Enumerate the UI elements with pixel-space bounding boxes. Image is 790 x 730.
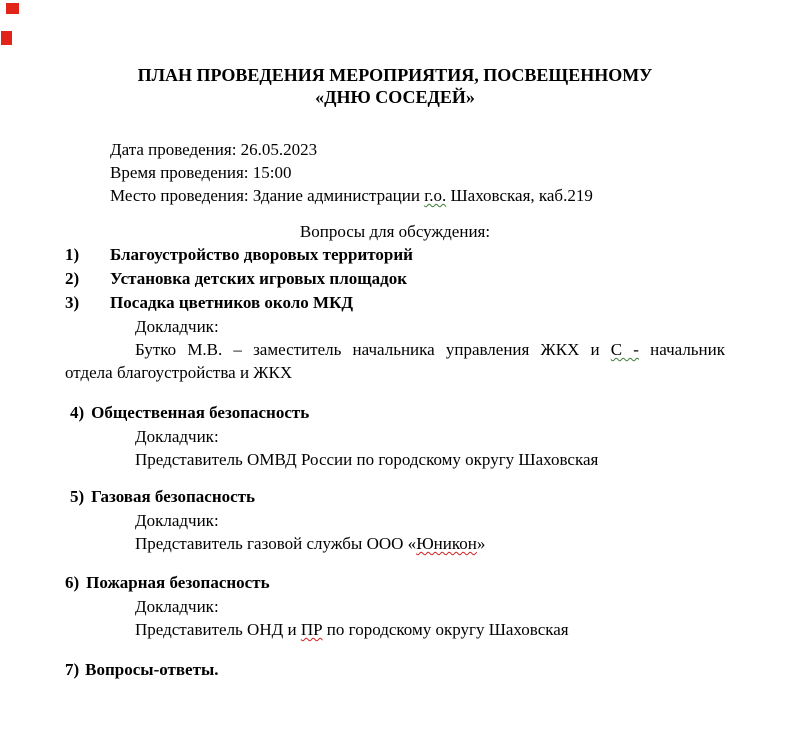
agenda-item-2-number: 2): [65, 269, 80, 288]
speaker-5-segment-2: »: [476, 534, 486, 553]
event-place-line: [110, 184, 790, 207]
red-marker-left-edge: [1, 31, 12, 45]
agenda-item-6-number: 6): [65, 573, 80, 592]
agenda-item-4-number: 4): [70, 403, 85, 422]
document-title-line-2: «ДНЮ СОСЕДЕЙ»: [315, 87, 475, 107]
agenda-item-3-speaker-line-1: [65, 338, 725, 361]
agenda-item-3-speaker-label: Докладчик:: [135, 317, 219, 336]
speaker-6-segment-1: Представитель ОНД и: [135, 620, 301, 639]
agenda-item-4-label: Общественная безопасность: [91, 403, 310, 422]
agenda-item-7: [65, 658, 790, 682]
agenda-item-6-speaker-text: [135, 618, 790, 641]
agenda-item-3-speaker-line-2: отдела благоустройства и ЖКХ: [65, 363, 293, 382]
speaker-5-segment-1: Представитель газовой службы ООО «: [135, 534, 417, 553]
agenda-item-1: [0, 243, 790, 267]
speaker-6-segment-2: по городскому округу Шаховская: [322, 620, 569, 639]
agenda-item-5-label: Газовая безопасность: [91, 487, 256, 506]
speaker-3-spellcheck-segment: С -: [610, 340, 639, 359]
document-title: [0, 0, 790, 108]
speaker-3-segment-2: начальник: [638, 340, 726, 359]
agenda-item-2: [0, 267, 790, 291]
agenda-item-6: [65, 571, 790, 595]
event-date-line: Дата проведения: 26.05.2023: [110, 140, 318, 159]
agenda-item-6-speaker-label: Докладчик:: [135, 597, 219, 616]
agenda-item-5-speaker-label: Докладчик:: [135, 511, 219, 530]
agenda-item-6-label: Пожарная безопасность: [86, 573, 270, 592]
agenda-heading: Вопросы для обсуждения:: [299, 222, 491, 241]
agenda-item-4: [70, 401, 790, 425]
agenda-item-2-label: Установка детских игровых площадок: [110, 269, 408, 288]
agenda-item-3-label: Посадка цветников около МКД: [110, 293, 354, 312]
agenda-item-3-number: 3): [65, 293, 80, 312]
agenda-item-7-number: 7): [65, 660, 80, 679]
speaker-5-spellcheck-segment: Юникон: [416, 534, 477, 553]
event-place-prefix: Место проведения: Здание администрации: [110, 186, 425, 205]
agenda-item-1-number: 1): [65, 245, 80, 264]
agenda-item-7-label: Вопросы-ответы.: [85, 660, 219, 679]
agenda-item-5-speaker-text: [135, 532, 790, 555]
speaker-3-segment-1: Бутко М.В. – заместитель начальника управления ЖКХ и: [135, 340, 611, 359]
agenda-item-4-speaker-label: Докладчик:: [135, 427, 219, 446]
agenda-item-3: [0, 291, 790, 315]
event-place-suffix: Шаховская, каб.219: [446, 186, 593, 205]
event-details: [110, 138, 790, 207]
agenda-item-5-number: 5): [70, 487, 85, 506]
agenda-item-5: [70, 485, 790, 509]
event-time-line: Время проведения: 15:00: [110, 163, 292, 182]
speaker-6-spellcheck-segment: ПР: [300, 620, 323, 639]
document-title-line-1: ПЛАН ПРОВЕДЕНИЯ МЕРОПРИЯТИЯ, ПОСВЕЩЕННОМУ: [137, 65, 653, 85]
event-place-abbrev-spellcheck: г.о.: [424, 186, 447, 205]
red-marker-top-left: [6, 3, 19, 14]
agenda-item-4-speaker-text: Представитель ОМВД России по городскому округу Шаховская: [135, 450, 599, 469]
agenda-item-1-label: Благоустройство дворовых территорий: [110, 245, 413, 264]
